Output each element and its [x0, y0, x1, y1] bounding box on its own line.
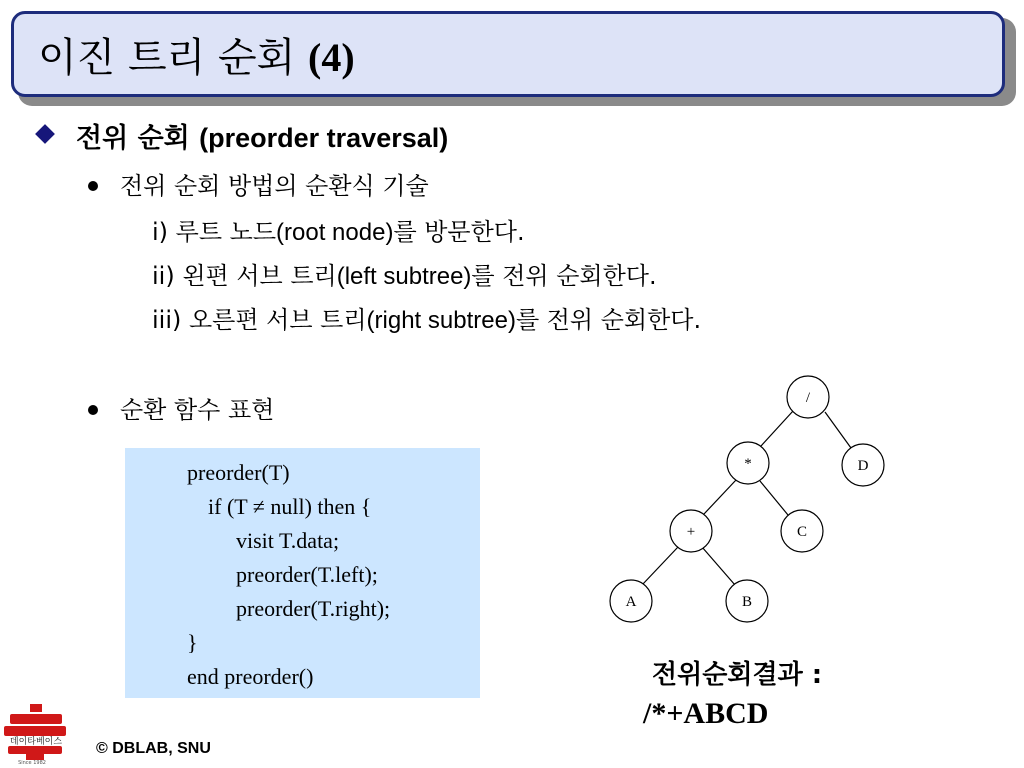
edge-root-d — [825, 412, 851, 448]
edge-mult-plus — [704, 480, 736, 514]
node-label: / — [805, 390, 811, 406]
result-value: /*+ABCD — [643, 697, 769, 730]
node-d — [842, 444, 884, 486]
level1-en: (preorder traversal) — [199, 123, 449, 153]
section2-heading: 순환 함수 표현 — [120, 396, 275, 424]
node-c — [781, 510, 823, 552]
title-text: 이진 트리 순회 — [38, 35, 296, 81]
node-root — [787, 376, 829, 418]
step-root-pre: i) 루트 노드 — [152, 218, 277, 246]
code-line: if (T ≠ null) then { — [208, 494, 372, 519]
step-left-pre: ii) 왼편 서브 트리 — [152, 262, 337, 290]
code-line: visit T.data; — [236, 528, 340, 553]
edge-plus-b — [702, 547, 735, 585]
node-mult — [727, 442, 769, 484]
node-b — [726, 580, 768, 622]
node-label: + — [686, 524, 696, 540]
level1-ko: 전위 순회 — [76, 123, 190, 154]
code-line: preorder(T) — [187, 460, 290, 485]
title-number: (4) — [308, 35, 355, 80]
node-label: A — [625, 594, 637, 610]
edge-plus-a — [642, 547, 678, 585]
edge-mult-c — [760, 481, 788, 515]
step-right-post: 를 전위 순회한다. — [515, 306, 702, 334]
logo-sub: Since 1982 — [18, 760, 46, 766]
step-root-post: 를 방문한다. — [393, 218, 525, 246]
step-root-en: (root node) — [276, 219, 394, 246]
step-left-en: (left subtree) — [336, 263, 472, 290]
code-line: preorder(T.right); — [236, 596, 391, 621]
edge-root-mult — [761, 411, 793, 446]
node-plus — [670, 510, 712, 552]
node-label: B — [741, 594, 753, 610]
node-label: C — [796, 524, 808, 540]
node-a — [610, 580, 652, 622]
step-right-en: (right subtree) — [366, 307, 516, 334]
result-label: 전위순회결과 : — [652, 660, 823, 690]
dblab-logo — [0, 698, 76, 768]
code-line: preorder(T.left); — [236, 562, 378, 587]
node-label: * — [744, 456, 752, 472]
footer-copyright: © DBLAB, SNU — [96, 740, 211, 757]
step-left-post: 를 전위 순회한다. — [471, 262, 657, 290]
step-right-pre: iii) 오른편 서브 트리 — [152, 306, 367, 334]
logo-text: 데이타베이스 — [9, 737, 63, 747]
code-line: } — [187, 630, 198, 655]
code-line: end preorder() — [187, 664, 314, 689]
tree-edges — [642, 411, 851, 585]
section1-heading: 전위 순회 방법의 순환식 기술 — [120, 172, 429, 200]
node-label: D — [857, 458, 869, 474]
